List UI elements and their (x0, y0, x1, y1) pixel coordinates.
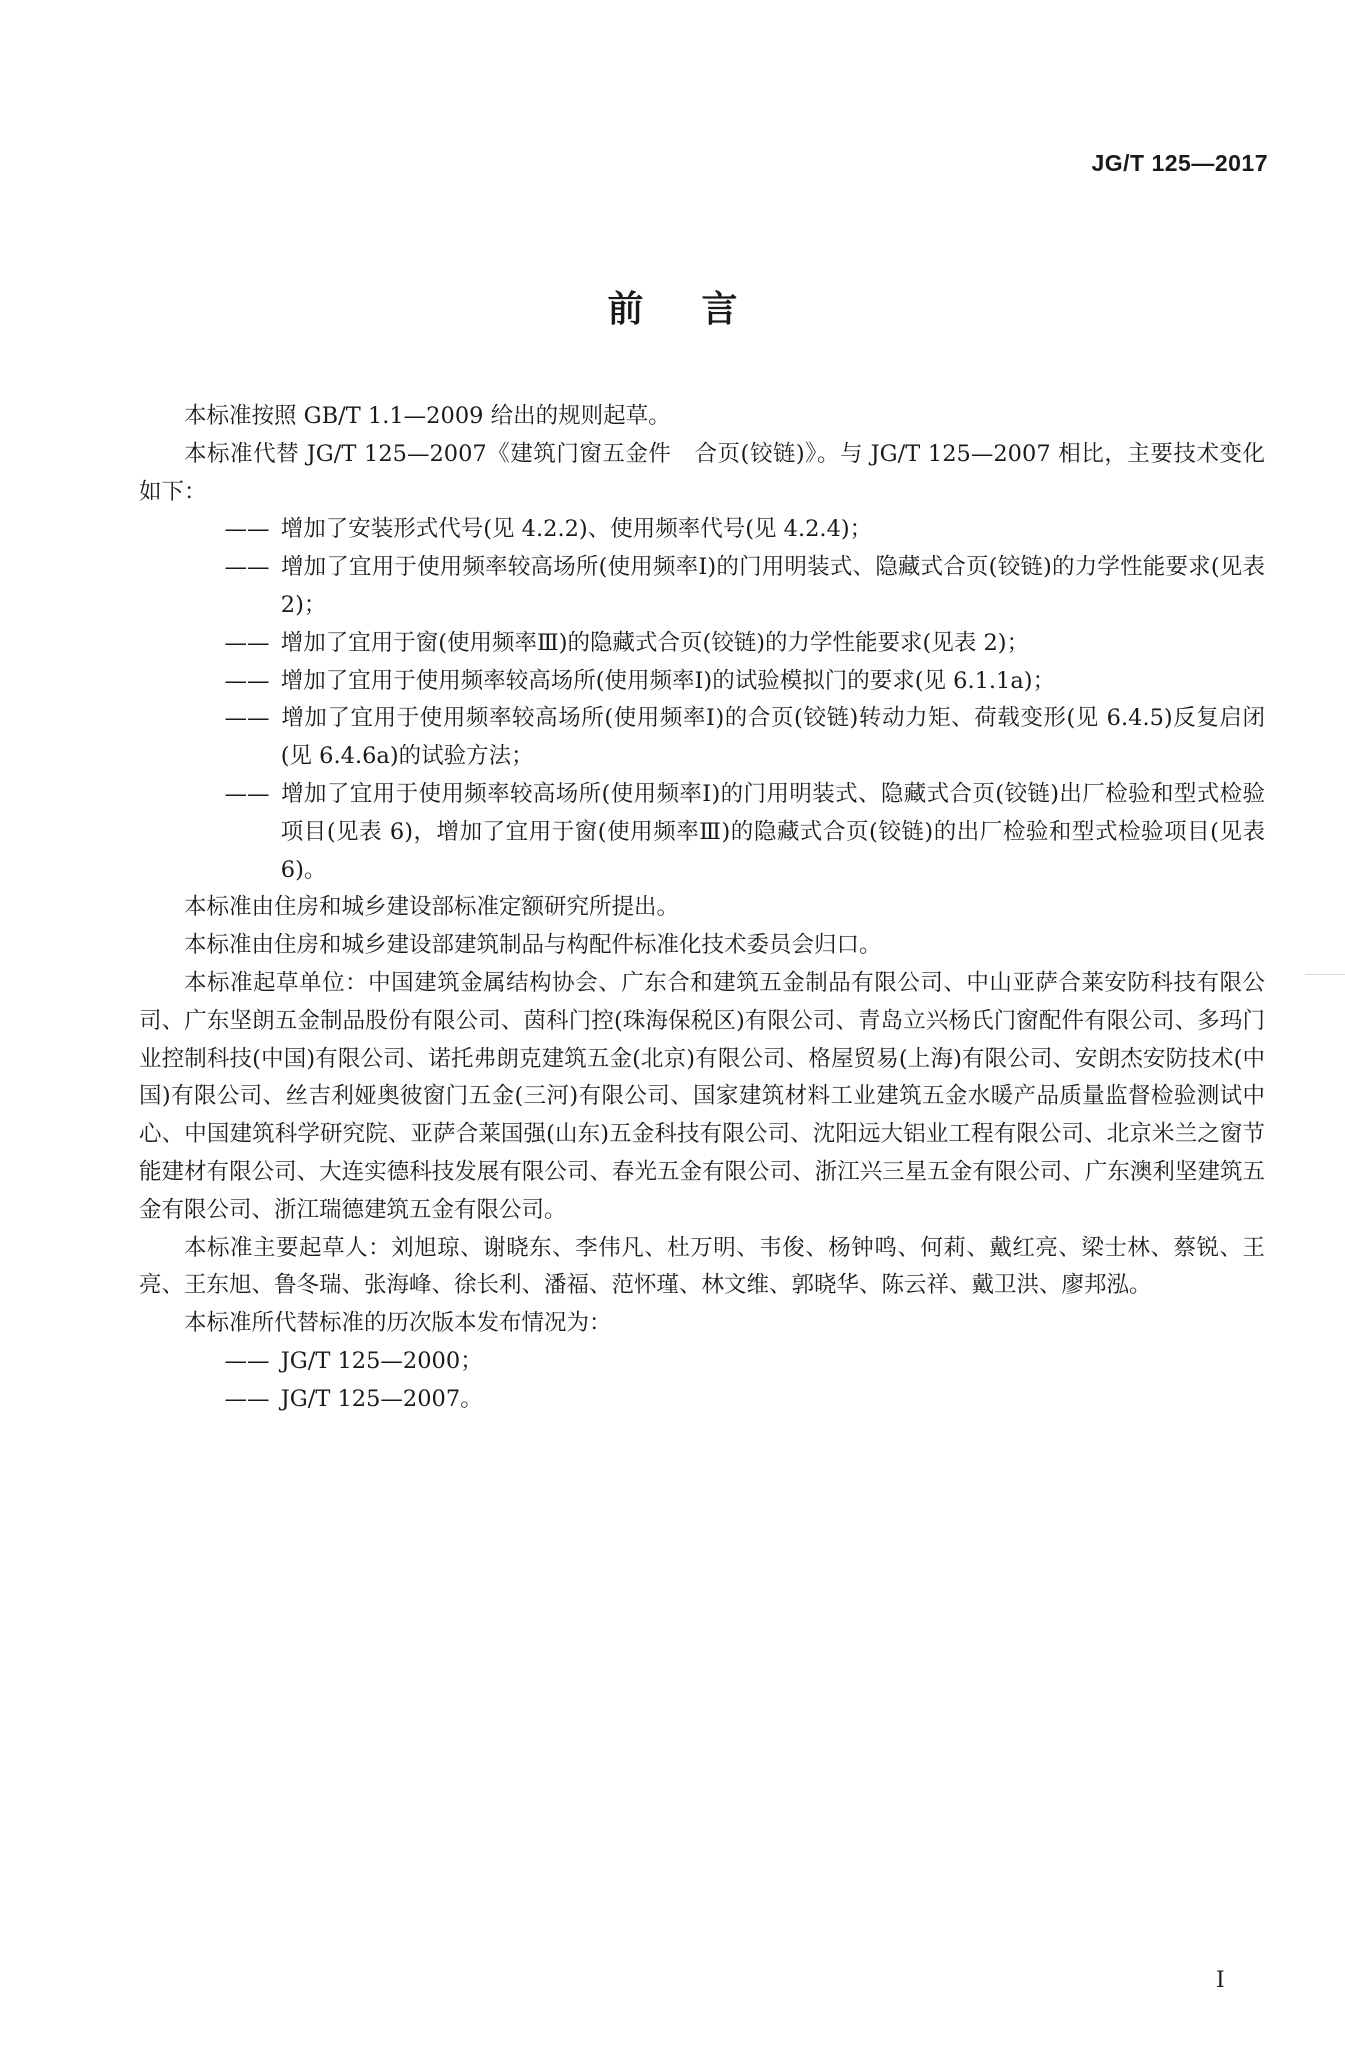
list-item-text: 增加了宜用于窗(使用频率Ⅲ)的隐藏式合页(铰链)的力学性能要求(见表 2)； (280, 629, 1030, 656)
history-item-text: JG/T 125—2007。 (280, 1385, 483, 1412)
history-item (139, 1381, 1265, 1419)
dash-marker: —— (224, 629, 270, 656)
dash-marker: —— (224, 667, 270, 694)
paragraph-replacement: 本标准代替 JG/T 125—2007《建筑门窗五金件 合页(铰链)》。与 JG/T 125—2007 相比，主要技术变化如下： (139, 440, 1265, 505)
scan-edge-mark (1305, 974, 1345, 975)
paragraph-history-intro: 本标准所代替标准的历次版本发布情况为： (184, 1310, 612, 1337)
paragraph-drafters: 本标准主要起草人：刘旭琼、谢晓东、李伟凡、杜万明、韦俊、杨钟鸣、何莉、戴红亮、梁士林、蔡锐、王亮、王东旭、鲁冬瑞、张海峰、徐长利、潘福、范怀瑾、林文维、郭晓华、陈云祥、戴卫洪、廖邦泓。 (139, 1234, 1265, 1299)
dash-marker: —— (224, 1385, 270, 1412)
standard-number: JG/T 125—2017 (1091, 150, 1268, 176)
list-item (139, 625, 1265, 663)
dash-marker: —— (224, 1347, 270, 1374)
paragraph-drafting-rules: 本标准按照 GB/T 1.1—2009 给出的规则起草。 (184, 403, 671, 429)
list-item-text: 增加了宜用于使用频率较高场所(使用频率Ⅰ)的合页(铰链)转动力矩、荷载变形(见 6.4.5)反复启闭(见 6.4.6a)的试验方法； (280, 705, 1265, 770)
list-item-text: 增加了安装形式代号(见 4.2.2)、使用频率代号(见 4.2.4)； (280, 516, 873, 543)
dash-marker: —— (224, 780, 270, 807)
list-item (139, 776, 1265, 889)
list-item (139, 663, 1265, 701)
dash-marker: —— (224, 516, 270, 543)
history-item (139, 1343, 1265, 1381)
page-number: Ⅰ (1216, 1968, 1225, 1993)
list-item-text: 增加了宜用于使用频率较高场所(使用频率Ⅰ)的门用明装式、隐藏式合页(铰链)的力学性能要求(见表 2)； (280, 554, 1265, 618)
paragraph-proposer: 本标准由住房和城乡建设部标准定额研究所提出。 (184, 894, 680, 921)
paragraph-committee: 本标准由住房和城乡建设部建筑制品与构配件标准化技术委员会归口。 (184, 932, 882, 959)
history-item-text: JG/T 125—2000； (280, 1347, 483, 1374)
document-body (139, 398, 1265, 1419)
dash-marker: —— (224, 554, 270, 581)
list-item (139, 549, 1265, 625)
paragraph-drafting-units: 本标准起草单位：中国建筑金属结构协会、广东合和建筑五金制品有限公司、中山亚萨合莱安防科技有限公司、广东坚朗五金制品股份有限公司、茵科门控(珠海保税区)有限公司、青岛立兴杨氏门窗配件有限公司、多玛门业控制科技(中国)有限公司、诺托弗朗克建筑五金(北京)有限公司、格屋贸易(上海)有限公司、安朗杰安防技术(中国)有限公司、丝吉利娅奥彼窗门五金(三河)有限公司、国家建筑材料工业建筑五金水暖产品质量监督检验测试中心、中国建筑科学研究院、亚萨合莱国强(山东)五金科技有限公司、沈阳远大铝业工程有限公司、北京米兰之窗节能建材有限公司、大连实德科技发展有限公司、春光五金有限公司、浙江兴三星五金有限公司、广东澳利坚建筑五金有限公司、浙江瑞德建筑五金有限公司。 (139, 969, 1265, 1223)
list-item (139, 700, 1265, 776)
page-title: 前言 (607, 289, 796, 330)
dash-marker: —— (224, 705, 270, 732)
list-item-text: 增加了宜用于使用频率较高场所(使用频率Ⅰ)的试验模拟门的要求(见 6.1.1a)； (280, 667, 1056, 694)
list-item-text: 增加了宜用于使用频率较高场所(使用频率Ⅰ)的门用明装式、隐藏式合页(铰链)出厂检验和型式检验项目(见表 6)，增加了宜用于窗(使用频率Ⅲ)的隐藏式合页(铰链)的出厂检验和型式检验项目(见表 6)。 (280, 780, 1265, 883)
list-item (139, 511, 1265, 549)
